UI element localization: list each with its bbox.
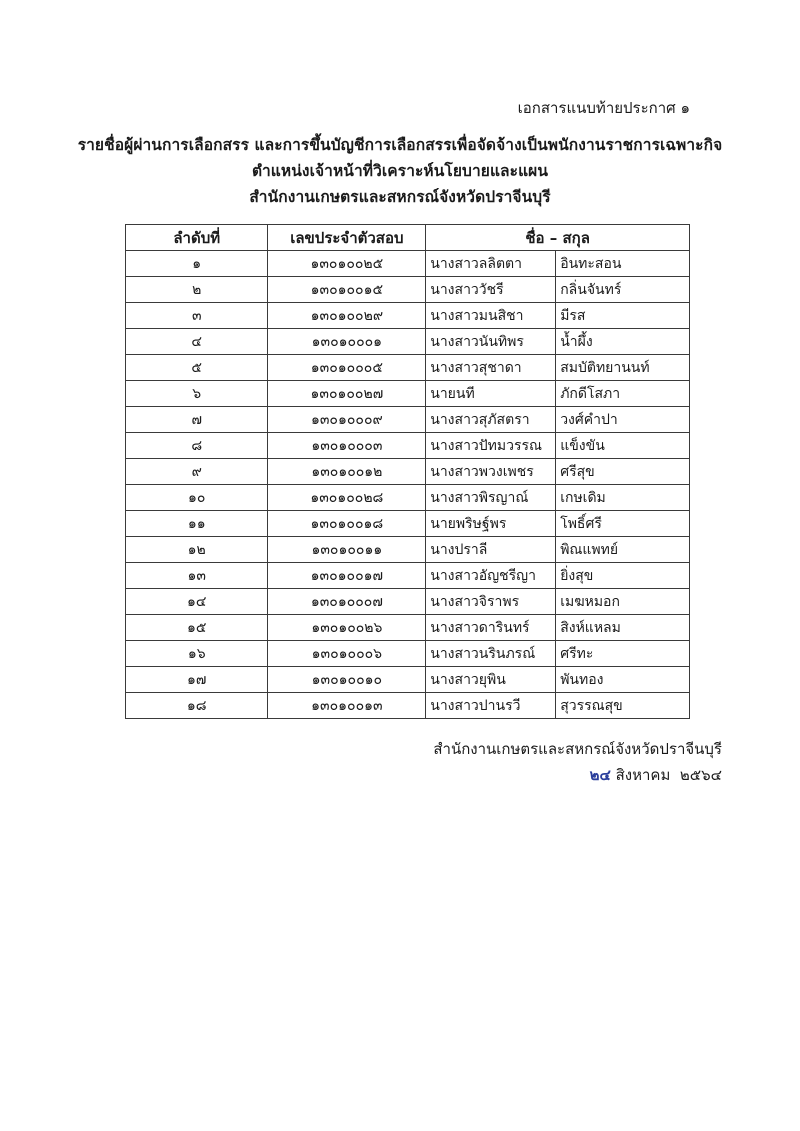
table-row [126,251,690,277]
cell-first-name: นางสาวอัญชรีญา [426,563,556,589]
header-exam-id: เลขประจำตัวสอบ [268,225,426,251]
cell-exam-id: ๑๓๐๑๐๐๑๗ [268,563,426,589]
header-name: ชื่อ – สกุล [426,225,690,251]
table-row [126,641,690,667]
cell-order: ๑๖ [126,641,268,667]
footer-date [590,763,722,787]
cell-exam-id: ๑๓๐๑๐๐๐๖ [268,641,426,667]
footer-office: สำนักงานเกษตรและสหกรณ์จังหวัดปราจีนบุรี [433,740,722,758]
table-row [126,303,690,329]
table-row [126,459,690,485]
table-row [126,433,690,459]
attachment-label: เอกสารแนบท้ายประกาศ ๑ [517,99,690,117]
cell-order: ๙ [126,459,268,485]
table-row [126,329,690,355]
cell-exam-id: ๑๓๐๑๐๐๑๐ [268,667,426,693]
cell-first-name: นางสาวสุชาดา [426,355,556,381]
table-row [126,381,690,407]
cell-exam-id: ๑๓๐๑๐๐๑๑ [268,537,426,563]
cell-last-name: ภักดีโสภา [556,381,690,407]
cell-exam-id: ๑๓๐๑๐๐๑๓ [268,693,426,719]
cell-first-name: นางสาวปานรวี [426,693,556,719]
cell-order: ๕ [126,355,268,381]
cell-exam-id: ๑๓๐๑๐๐๒๙ [268,303,426,329]
cell-last-name: แข็งขัน [556,433,690,459]
cell-order: ๑๗ [126,667,268,693]
cell-exam-id: ๑๓๐๑๐๐๐๕ [268,355,426,381]
office-title: สำนักงานเกษตรและสหกรณ์จังหวัดปราจีนบุรี [249,188,551,206]
table-row [126,615,690,641]
cell-exam-id: ๑๓๐๑๐๐๑๕ [268,277,426,303]
cell-last-name: ยิ่งสุข [556,563,690,589]
table-row [126,667,690,693]
cell-last-name: พันทอง [556,667,690,693]
cell-first-name: นางสาวยุพิน [426,667,556,693]
cell-order: ๓ [126,303,268,329]
cell-first-name: นายพริษฐ์พร [426,511,556,537]
cell-order: ๖ [126,381,268,407]
table-row [126,511,690,537]
page-title: รายชื่อผู้ผ่านการเลือกสรร และการขึ้นบัญชีการเลือกสรรเพื่อจัดจ้างเป็นพนักงานราชการเฉพาะกิจ [77,136,723,154]
table-row [126,355,690,381]
cell-first-name: นางสาวพวงเพชร [426,459,556,485]
cell-first-name: นางสาวพิรญาณ์ [426,485,556,511]
table-header-row [126,225,690,251]
cell-first-name: นายนที [426,381,556,407]
cell-order: ๔ [126,329,268,355]
cell-order: ๑ [126,251,268,277]
cell-order: ๑๓ [126,563,268,589]
table-row [126,563,690,589]
cell-order: ๗ [126,407,268,433]
cell-order: ๑๑ [126,511,268,537]
cell-first-name: นางสาวนันทิพร [426,329,556,355]
cell-last-name: สุวรรณสุข [556,693,690,719]
table-row [126,277,690,303]
position-title: ตำแหน่งเจ้าหน้าที่วิเคราะห์นโยบายและแผน [251,162,549,180]
date-month-year: สิงหาคม ๒๕๖๔ [615,766,722,784]
cell-last-name: อินทะสอน [556,251,690,277]
cell-first-name: นางสาวนรินภรณ์ [426,641,556,667]
table-body [126,251,690,719]
cell-order: ๑๒ [126,537,268,563]
cell-exam-id: ๑๓๐๑๐๐๑๒ [268,459,426,485]
cell-exam-id: ๑๓๐๑๐๐๐๓ [268,433,426,459]
header-order: ลำดับที่ [126,225,268,251]
cell-first-name: นางสาววัชรี [426,277,556,303]
cell-exam-id: ๑๓๐๑๐๐๒๕ [268,251,426,277]
cell-last-name: โพธิ์ศรี [556,511,690,537]
table-row [126,693,690,719]
cell-order: ๑๘ [126,693,268,719]
cell-exam-id: ๑๓๐๑๐๐๒๗ [268,381,426,407]
cell-last-name: เกษเดิม [556,485,690,511]
cell-exam-id: ๑๓๐๑๐๐๒๘ [268,485,426,511]
cell-last-name: พิณแพทย์ [556,537,690,563]
table-row [126,407,690,433]
cell-exam-id: ๑๓๐๑๐๐๐๗ [268,589,426,615]
cell-exam-id: ๑๓๐๑๐๐๑๘ [268,511,426,537]
cell-exam-id: ๑๓๐๑๐๐๐๑ [268,329,426,355]
cell-last-name: น้ำผึ้ง [556,329,690,355]
table-row [126,537,690,563]
candidate-table [125,224,690,719]
cell-first-name: นางปราลี [426,537,556,563]
cell-first-name: นางสาวดารินทร์ [426,615,556,641]
cell-last-name: ศรีสุข [556,459,690,485]
cell-order: ๑๐ [126,485,268,511]
cell-order: ๘ [126,433,268,459]
cell-order: ๒ [126,277,268,303]
cell-first-name: นางสาวลลิตตา [426,251,556,277]
cell-last-name: เมฆหมอก [556,589,690,615]
table-row [126,485,690,511]
cell-order: ๑๕ [126,615,268,641]
cell-exam-id: ๑๓๐๑๐๐๐๙ [268,407,426,433]
cell-last-name: สิงห์แหลม [556,615,690,641]
cell-exam-id: ๑๓๐๑๐๐๒๖ [268,615,426,641]
cell-last-name: กลิ่นจันทร์ [556,277,690,303]
cell-first-name: นางสาวจิราพร [426,589,556,615]
cell-first-name: นางสาวปัทมวรรณ [426,433,556,459]
cell-first-name: นางสาวมนสิชา [426,303,556,329]
table-row [126,589,690,615]
cell-first-name: นางสาวสุภัสตรา [426,407,556,433]
cell-last-name: สมบัติทยานนท์ [556,355,690,381]
cell-last-name: ศรีทะ [556,641,690,667]
cell-order: ๑๔ [126,589,268,615]
cell-last-name: มีรส [556,303,690,329]
cell-last-name: วงศ์คำปา [556,407,690,433]
date-day: ๒๔ [589,766,611,784]
